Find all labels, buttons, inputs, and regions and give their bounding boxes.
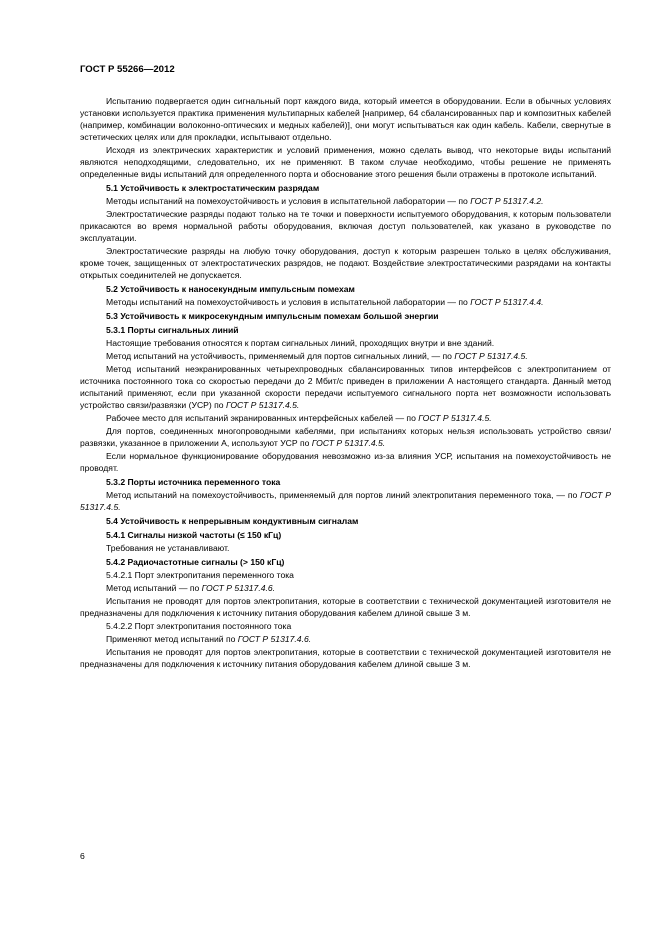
standard-reference: ГОСТ Р 51317.4.5.: [418, 413, 492, 423]
paragraph: [80, 582, 611, 594]
standard-reference: ГОСТ Р 51317.4.5.: [311, 438, 386, 448]
page-body: [80, 95, 611, 671]
subsection-heading: 5.4.1 Сигналы низкой частоты (≤ 150 кГц): [106, 530, 282, 540]
paragraph-text: Для портов, соединенных многопроводными кабелями, при испытаниях которых нельзя использовать устройство связи/развязки, указанное в приложении А, используют УСР по: [80, 426, 611, 448]
paragraph: [80, 363, 611, 411]
paragraph: Испытания не проводят для портов электропитания, которые в соответствии с технической документацией изготовителя не предназначены для подключения к источнику питания оборудования кабелем длиной свыше 3 м.: [80, 647, 611, 669]
paragraph: Настоящие требования относятся к портам сигнальных линий, проходящих внутри и вне зданий.: [106, 338, 495, 348]
paragraph-text: Метод испытаний — по: [106, 583, 202, 593]
section-heading: 5.3 Устойчивость к микросекундным импульсным помехам большой энергии: [106, 311, 439, 321]
standard-reference: ГОСТ Р 51317.4.5.: [80, 490, 612, 512]
paragraph: Требования не устанавливают.: [106, 543, 230, 553]
standard-reference: ГОСТ Р 51317.4.5.: [454, 351, 528, 361]
paragraph: Испытанию подвергается один сигнальный порт каждого вида, который имеется в оборудовании. Если в обычных условиях установки используется практика применения мультипарных кабелей [например, 64 сбалансированных пар и композитных кабелей (например, комбинации волоконно-оптических и медных кабелей)], они могут испытываться как один кабель. Кабели, свернутые в эстетических целях или для прокладки, испытывают отдельно.: [80, 96, 611, 142]
paragraph: [80, 296, 611, 308]
paragraph-text: Метод испытаний неэкранированных четырехпроводных сбалансированных типов интерфейсов с электропитанием от источника постоянного тока со скоростью передачи до 2 Мбит/с приведен в приложении А настоящего стандарта. Данный метод испытаний применяют, если при указанной скорости передачи испытуемого сигнального порта нет возможности использовать устройство связи/развязки (УСР) по: [80, 364, 611, 410]
paragraph: Если нормальное функционирование оборудования невозможно из-за влияния УСР, испытания на помехоустойчивость не проводят.: [80, 451, 611, 473]
paragraph-text: Методы испытаний на помехоустойчивость и условия в испытательной лаборатории — по: [106, 196, 471, 206]
paragraph: Электростатические разряды подают только на те точки и поверхности испытуемого оборудования, к которым пользователи прикасаются во время нормальной работы оборудования, включая доступ пользователей, как указано в руководстве по эксплуатации.: [80, 209, 611, 243]
standard-reference: ГОСТ Р 51317.4.2.: [470, 196, 544, 206]
paragraph-text: Метод испытаний на устойчивость, применяемый для портов сигнальных линий, — по: [106, 351, 455, 361]
paragraph: Испытания не проводят для портов электропитания, которые в соответствии с технической документацией изготовителя не предназначены для подключения к источнику питания оборудования кабелем длиной свыше 3 м.: [80, 596, 611, 618]
subsection-heading: 5.4.2 Радиочастотные сигналы (> 150 кГц): [106, 557, 285, 567]
clause-heading: 5.4.2.2 Порт электропитания постоянного тока: [106, 621, 292, 631]
page-number: 6: [80, 851, 85, 861]
section-heading: 5.2 Устойчивость к наносекундным импульсным помехам: [106, 284, 355, 294]
subsection-heading: 5.3.2 Порты источника переменного тока: [106, 477, 281, 487]
standard-reference: ГОСТ Р 51317.4.5.: [225, 400, 300, 410]
paragraph-text: Применяют метод испытаний по: [106, 634, 238, 644]
section-heading: 5.4 Устойчивость к непрерывным кондуктивным сигналам: [106, 516, 359, 526]
paragraph: [80, 350, 611, 362]
paragraph: [80, 489, 611, 513]
paragraph-text: Метод испытаний на помехоустойчивость, применяемый для портов линий электропитания переменного тока, — по: [106, 490, 581, 500]
paragraph-text: Рабочее место для испытаний экранированных интерфейсных кабелей — по: [106, 413, 419, 423]
paragraph: [80, 425, 611, 449]
paragraph: [80, 633, 611, 645]
section-heading: 5.1 Устойчивость к электростатическим разрядам: [106, 183, 320, 193]
paragraph: [80, 195, 611, 207]
paragraph-text: Методы испытаний на помехоустойчивость и условия в испытательной лаборатории — по: [106, 297, 471, 307]
paragraph: [80, 412, 611, 424]
clause-heading: 5.4.2.1 Порт электропитания переменного тока: [106, 570, 294, 580]
paragraph: Электростатические разряды на любую точку оборудования, доступ к которым разрешен только в целях обслуживания, кроме точек, защищенных от электростатических разрядов, не подают. Воздействие электростатическими разрядами на контакты открытых соединителей не допускается.: [80, 246, 611, 280]
standard-reference: ГОСТ Р 51317.4.4.: [470, 297, 544, 307]
running-head: ГОСТ Р 55266—2012: [80, 64, 175, 75]
standard-reference: ГОСТ Р 51317.4.6.: [237, 634, 312, 644]
standard-reference: ГОСТ Р 51317.4.6.: [201, 583, 276, 593]
subsection-heading: 5.3.1 Порты сигнальных линий: [106, 325, 239, 335]
paragraph: Исходя из электрических характеристик и условий применения, можно сделать вывод, что некоторые виды испытаний являются неподходящими, следовательно, их не применяют. В таком случае необходимо, чтобы решение не применять определенные виды испытаний для определенного порта и обоснование этого решения были отражены в протоколе испытаний.: [80, 145, 611, 179]
